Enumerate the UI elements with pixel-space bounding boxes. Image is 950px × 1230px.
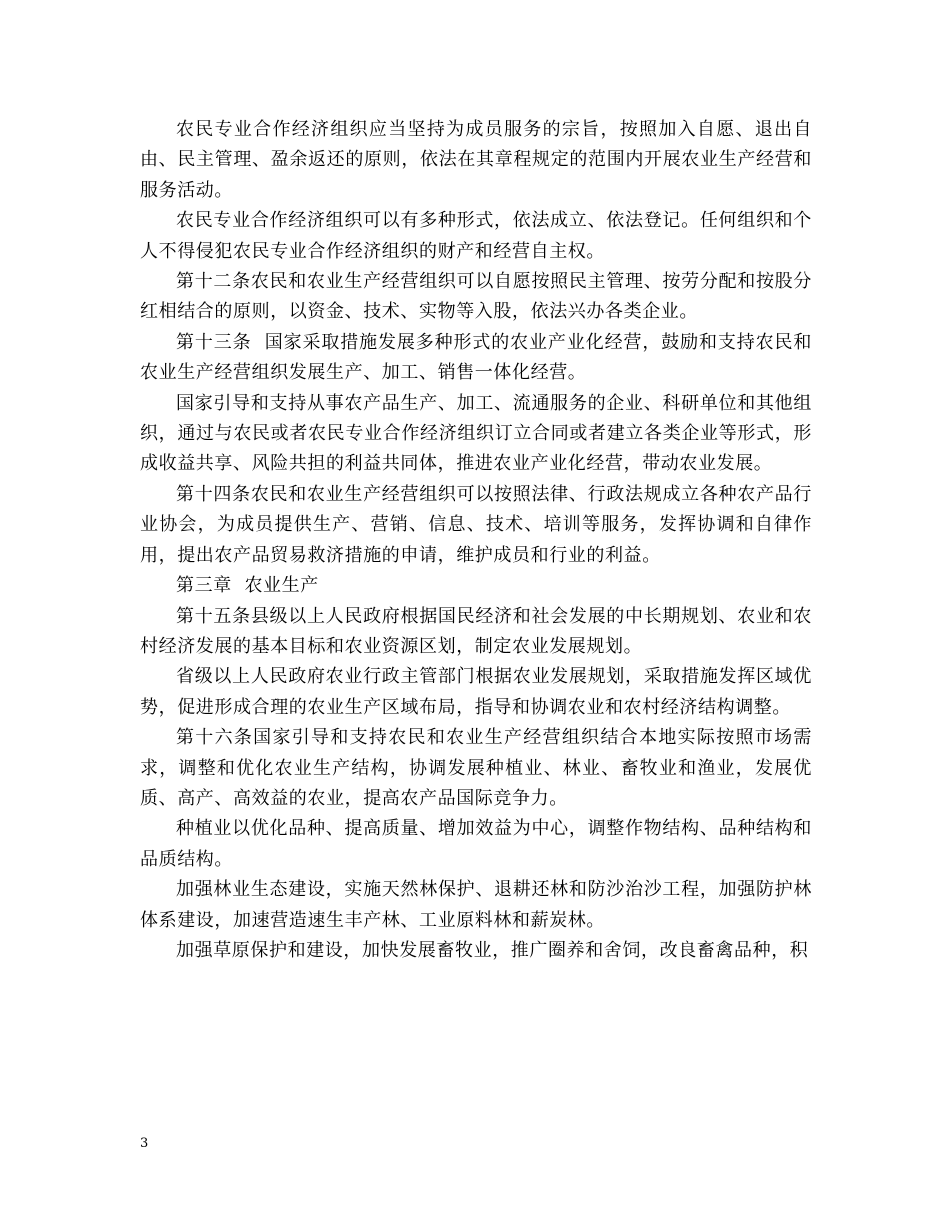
paragraph-10: 第十六条国家引导和支持农民和农业生产经营组织结合本地实际按照市场需求，调整和优化农业生产结构，协调发展种植业、林业、畜牧业和渔业，发展优质、高产、高效益的农业，提高农产品国际竞争力。 bbox=[140, 727, 812, 809]
document-body bbox=[140, 115, 812, 966]
paragraph-9: 省级以上人民政府农业行政主管部门根据农业发展规划，采取措施发挥区域优势，促进形成合理的农业生产区域布局，指导和协调农业和农村经济结构调整。 bbox=[140, 666, 812, 718]
paragraph-4: 第十三条 国家采取措施发展多种形式的农业产业化经营，鼓励和支持农民和农业生产经营组织发展生产、加工、销售一体化经营。 bbox=[140, 331, 812, 384]
paragraph-11: 种植业以优化品种、提高质量、增加效益为中心，调整作物结构、品种结构和品质结构。 bbox=[140, 818, 812, 870]
paragraph-5: 国家引导和支持从事农产品生产、加工、流通服务的企业、科研单位和其他组织，通过与农民或者农民专业合作经济组织订立合同或者建立各类企业等形式，形成收益共享、风险共担的利益共同体，推进农业产业化经营，带动农业发展。 bbox=[140, 392, 812, 475]
paragraph-2: 农民专业合作经济组织可以有多种形式，依法成立、依法登记。任何组织和个人不得侵犯农民专业合作经济组织的财产和经营自主权。 bbox=[140, 210, 812, 262]
paragraph-3: 第十二条农民和农业生产经营组织可以自愿按照民主管理、按劳分配和按股分红相结合的原则，以资金、技术、实物等入股，依法兴办各类企业。 bbox=[140, 271, 812, 323]
paragraph-1: 农民专业合作经济组织应当坚持为成员服务的宗旨，按照加入自愿、退出自由、民主管理、盈余返还的原则，依法在其章程规定的范围内开展农业生产经营和服务活动。 bbox=[140, 119, 812, 201]
paragraph-13: 加强草原保护和建设，加快发展畜牧业，推广圈养和舍饲，改良畜禽品种，积 bbox=[176, 939, 809, 961]
paragraph-6: 第十四条农民和农业生产经营组织可以按照法律、行政法规成立各种农产品行业协会，为成员提供生产、营销、信息、技术、培训等服务，发挥协调和自律作用，提出农产品贸易救济措施的申请，维护成员和行业的利益。 bbox=[140, 483, 812, 566]
paragraph-12: 加强林业生态建设，实施天然林保护、退耕还林和防沙治沙工程，加强防护林体系建设，加速营造速生丰产林、工业原料林和薪炭林。 bbox=[140, 879, 812, 931]
chapter-heading: 第三章 农业生产 bbox=[176, 575, 319, 597]
page-number: 3 bbox=[140, 1136, 149, 1151]
paragraph-8: 第十五条县级以上人民政府根据国民经济和社会发展的中长期规划、农业和农村经济发展的基本目标和农业资源区划，制定农业发展规划。 bbox=[140, 605, 812, 657]
